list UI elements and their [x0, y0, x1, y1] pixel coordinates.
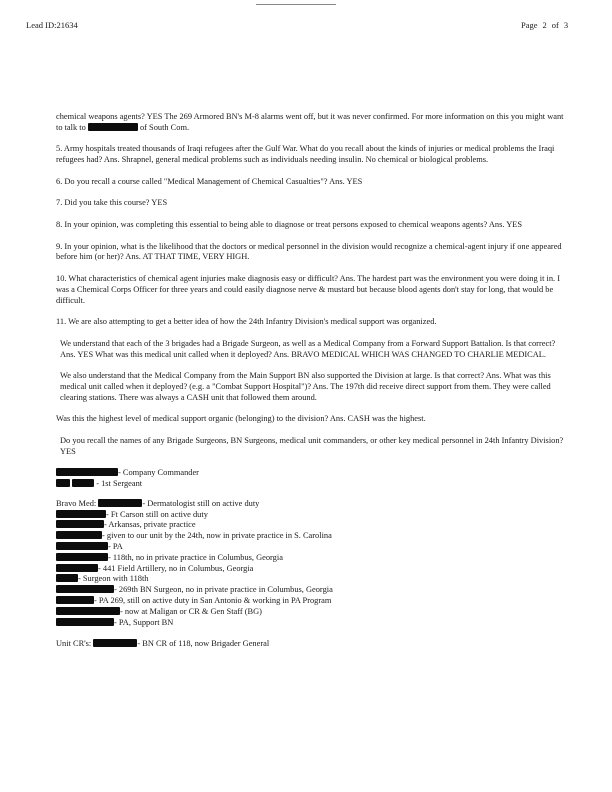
question-5: 5. Army hospitals treated thousands of Iraqi refugees after the Gulf War. What do you recall about the kinds of injuries or medical problems the Iraqi refugees had? Ans. Shrapnel, general medical problems such as individuals needing insulin. No chemical or biological problems.	[56, 144, 555, 165]
list-item: - Ft Carson still on active duty	[56, 510, 564, 521]
list-item: - 269th BN Surgeon, no in private practice in Columbus, Georgia	[56, 585, 564, 596]
redaction-block	[98, 499, 142, 507]
personnel-list	[56, 468, 564, 650]
page-total: 3	[563, 20, 569, 30]
redaction-block	[56, 607, 120, 615]
redaction-block	[56, 585, 114, 593]
list-item: - 118th, no in private practice in Columbus, Georgia	[56, 553, 564, 564]
question-10: 10. What characteristics of chemical agent injuries make diagnosis easy or difficult? Ans. The hardest part was the environment you were doing it in. I was a Chemical Corps Officer for three years and could easily diagnose nerve & mustard but because blood agents don't stay for long, that would be difficult.	[56, 273, 560, 305]
redaction-block	[56, 510, 106, 518]
list-item: Unit CR's: - BN CR of 118, now Brigader General	[56, 639, 270, 649]
page-number	[521, 20, 573, 30]
page-current: 2	[542, 20, 547, 30]
paragraph-continuation	[56, 112, 564, 134]
redaction-block	[56, 618, 114, 626]
redaction-block	[56, 542, 108, 550]
document-body	[56, 112, 564, 650]
lead-id: Lead ID:21634	[26, 20, 78, 30]
redaction-block	[56, 574, 78, 582]
list-item: Bravo Med: - Dermatologist still on active duty	[56, 498, 260, 508]
list-item: - now at Maligan or CR & Gen Staff (BG)	[56, 607, 564, 618]
redaction-block	[56, 479, 70, 487]
redaction-block	[56, 596, 94, 604]
top-rule	[256, 4, 336, 5]
list-item: - PA 269, still on active duty in San Antonio & working in PA Program	[56, 596, 564, 607]
redaction-block	[56, 468, 118, 476]
p1-text-end: of South Com.	[139, 122, 190, 132]
question-7: 7. Did you take this course? YES	[56, 198, 168, 208]
question-11b: We also understand that the Medical Company from the Main Support BN also supported the Division at large. Is that correct? Ans. What was this medical unit called when it deployed? (e.g. a "Combat Support Hospital")? Ans. The 197th did receive direct support from them. They were called clearing stations. There was always a CASH unit that followed them around.	[60, 371, 551, 402]
question-11a: We understand that each of the 3 brigades had a Brigade Surgeon, as well as a Medical Company from a Forward Support Battalion. Is that correct? Ans. YES What was this medical unit called when it deployed? Ans. BRAVO MEDICAL WHICH WAS CHANGED TO CHARLIE MEDICAL.	[60, 338, 556, 359]
question-6: 6. Do you recall a course called "Medical Management of Chemical Casualties"? Ans. YES	[56, 176, 363, 186]
redaction-block	[56, 553, 108, 561]
list-item: - 441 Field Artillery, no in Columbus, Georgia	[56, 564, 564, 575]
redaction-block	[93, 639, 137, 647]
list-item: - Surgeon with 118th	[56, 574, 564, 585]
redaction-block	[72, 479, 94, 487]
list-item: - PA	[56, 542, 564, 553]
question-8: 8. In your opinion, was completing this essential to being able to diagnose or treat persons exposed to chemical weapons agents? Ans. YES	[56, 219, 523, 229]
question-11c: Was this the highest level of medical support organic (belonging) to the division? Ans. CASH was the highest.	[56, 414, 426, 424]
page-label: Page	[521, 20, 538, 30]
question-9: 9. In your opinion, what is the likelihood that the doctors or medical personnel in the division would recognize a chemical-agent injury if one appeared before him (or her)? Ans. AT THAT TIME, VERY HIGH.	[56, 241, 562, 262]
redaction-block	[88, 123, 138, 131]
page-of: of	[551, 20, 559, 30]
list-item: - Arkansas, private practice	[56, 520, 564, 531]
p1-text: chemical weapons agents? YES The 269 Armored BN's M-8 alarms went off, but it was never confirmed. For more information on this you might want to talk to	[56, 112, 564, 132]
question-11: 11. We are also attempting to get a better idea of how the 24th Infantry Division's medical support was organized.	[56, 317, 437, 327]
list-item: - PA, Support BN	[56, 618, 564, 629]
redaction-block	[56, 564, 98, 572]
redaction-block	[56, 520, 104, 528]
question-11d: Do you recall the names of any Brigade Surgeons, BN Surgeons, medical unit commanders, or other key medical personnel in 24th Infantry Division? YES	[60, 435, 564, 456]
list-item: - given to our unit by the 24th, now in private practice in S. Carolina	[56, 531, 564, 542]
list-item: - 1st Sergeant	[56, 479, 564, 490]
list-item: - Company Commander	[56, 468, 564, 479]
redaction-block	[56, 531, 102, 539]
